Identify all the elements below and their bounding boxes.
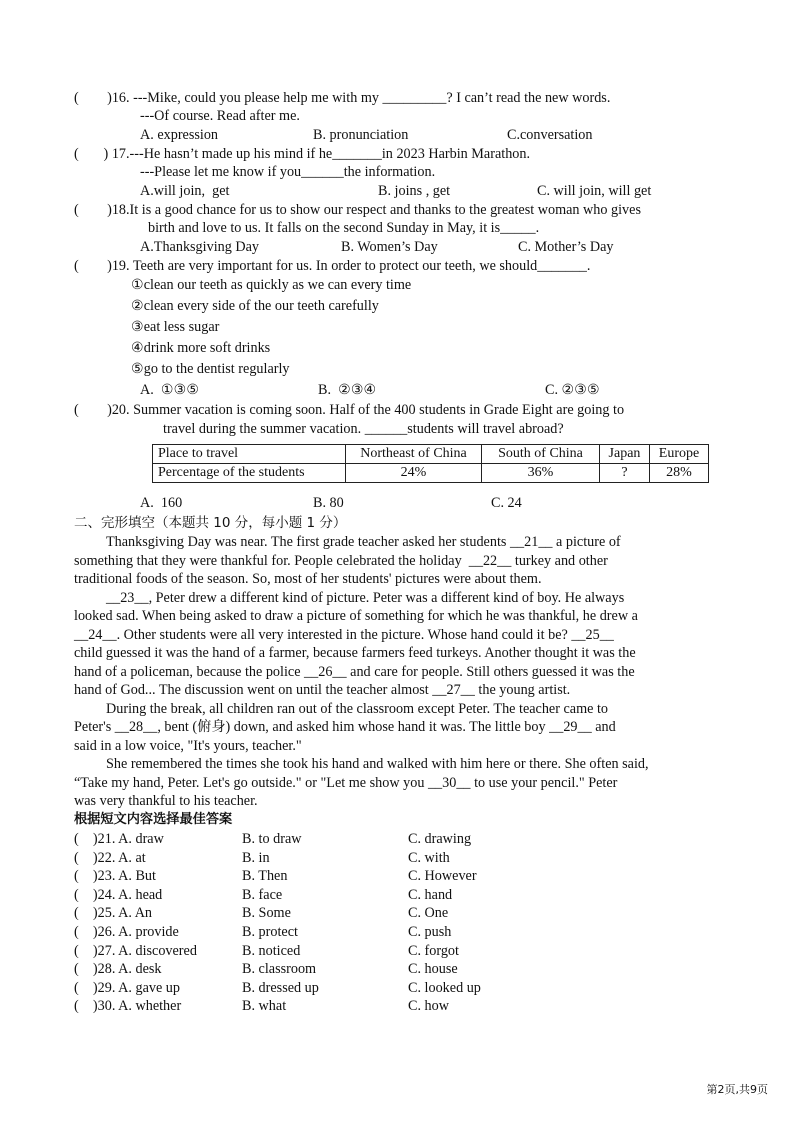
q17-option-a: A.will join, get [140, 183, 230, 199]
cloze-option-21-c: C. drawing [408, 831, 472, 847]
cloze-option-30-b: B. what [242, 998, 287, 1015]
cloze-option-24-a: ( )24. A. head [74, 886, 163, 903]
travel-percentage-table [152, 444, 709, 483]
table-header-row [153, 445, 709, 464]
cloze-option-24-b: B. face [242, 886, 283, 903]
q16-stem-2: ---Of course. Read after me. [140, 108, 300, 124]
q16-stem: ( )16. ---Mike, could you please help me with my _________? I can’t read the new words. [74, 90, 611, 106]
q17-stem: ( ) 17.---He hasn’t made up his mind if he_______in 2023 Harbin Marathon. [74, 146, 531, 162]
q16-option-a: A. expression [140, 127, 219, 143]
cloze-option-28-c: C. house [408, 961, 458, 978]
q17-stem-2: ---Please let me know if you______the information. [140, 164, 436, 180]
cloze-option-27-a: ( )27. A. discovered [74, 942, 197, 959]
q18-option-b: B. Women’s Day [341, 239, 438, 255]
q19-stem: ( )19. Teeth are very important for us. In order to protect our teeth, we should_______. [74, 258, 591, 274]
table-cell: 28% [650, 464, 709, 483]
table-cell: 24% [346, 464, 482, 483]
instruction-text: 根据短文内容选择最佳答案 [74, 812, 233, 827]
cloze-option-30-c: C. how [408, 998, 449, 1015]
passage-line: Peter's __28__, bent (俯身) down, and asked him whose hand it was. The little boy __29__ and [74, 719, 616, 735]
passage-line: __24__. Other students were all very interested in the picture. Whose hand could it be? __25__ [74, 627, 614, 643]
table-header-cell: Europe [650, 445, 709, 464]
page-number: 第2页,共9页 [706, 1083, 768, 1096]
q20-stem: ( )20. Summer vacation is coming soon. Half of the 400 students in Grade Eight are going to [74, 402, 625, 418]
cloze-option-30-a: ( )30. A. whether [74, 998, 182, 1015]
cloze-option-29-b: B. dressed up [242, 979, 319, 996]
cloze-option-26-a: ( )26. A. provide [74, 924, 179, 940]
q20-option-b: B. 80 [313, 495, 344, 511]
table-row [153, 464, 709, 483]
cloze-option-22-b: B. in [242, 849, 270, 866]
cloze-option-28-b: B. classroom [242, 961, 317, 978]
table-cell: ? [600, 464, 650, 483]
passage-line: “Take my hand, Peter. Let's go outside." or "Let me show you __30__ to use your pencil." Peter [74, 775, 618, 791]
passage-line: child guessed it was the hand of a farmer, because farmers feed turkeys. Another thought it was the [74, 645, 636, 661]
passage-line: traditional foods of the season. So, most of her students' pictures were about them. [74, 571, 542, 587]
cloze-option-27-c: C. forgot [408, 942, 459, 959]
cloze-option-25-a: ( )25. A. An [74, 905, 153, 922]
q19-item-5: ⑤go to the dentist regularly [131, 361, 290, 377]
q20-option-a: A. 160 [140, 495, 183, 511]
table-cell: 36% [482, 464, 600, 483]
q19-item-3: ③eat less sugar [131, 319, 220, 335]
table-header-cell: Japan [600, 445, 650, 464]
passage-line: During the break, all children ran out of the classroom except Peter. The teacher came to [106, 701, 609, 717]
section-title: 二、完形填空（本题共 10 分，每小题 1 分） [74, 515, 347, 531]
table-header-cell: Northeast of China [346, 445, 482, 464]
passage-line: was very thankful to his teacher. [74, 793, 258, 809]
passage-line: She remembered the times she took his hand and walked with him here or there. She often said, [106, 756, 649, 772]
q17-option-c: C. will join, will get [537, 183, 652, 199]
q20-option-c: C. 24 [491, 495, 522, 511]
passage-line: hand of a policeman, because the police __26__ and care for people. Still others guessed it was the [74, 664, 635, 680]
cloze-option-23-a: ( )23. A. But [74, 868, 156, 885]
passage-line: hand of God... The discussion went on until the teacher almost __27__ the young artist. [74, 682, 571, 698]
cloze-option-22-a: ( )22. A. at [74, 849, 146, 866]
q18-option-a: A.Thanksgiving Day [140, 239, 260, 255]
cloze-option-28-a: ( )28. A. desk [74, 961, 162, 978]
passage-line: looked sad. When being asked to draw a picture of something for which he was thankful, he drew a [74, 608, 638, 624]
q19-item-4: ④drink more soft drinks [131, 340, 271, 356]
cloze-option-26-c: C. push [408, 924, 452, 940]
q18-option-c: C. Mother’s Day [518, 239, 614, 255]
passage-line: said in a low voice, "It's yours, teacher." [74, 738, 302, 754]
cloze-option-29-a: ( )29. A. gave up [74, 979, 180, 996]
cloze-option-24-c: C. hand [408, 886, 453, 903]
q19-option-c: C. ②③⑤ [545, 382, 600, 398]
q18-stem-2: birth and love to us. It falls on the second Sunday in May, it is_____. [148, 220, 540, 236]
q20-stem-2: travel during the summer vacation. ______students will travel abroad? [163, 421, 564, 437]
q19-item-1: ①clean our teeth as quickly as we can every time [131, 277, 412, 293]
cloze-option-25-c: C. One [408, 905, 449, 922]
cloze-option-25-b: B. Some [242, 905, 291, 922]
q19-option-b: B. ②③④ [318, 382, 377, 398]
passage-line: __23__, Peter drew a different kind of picture. Peter was a different kind of boy. He always [106, 590, 625, 606]
table-header-cell: South of China [482, 445, 600, 464]
cloze-option-22-c: C. with [408, 849, 450, 866]
passage-line: Thanksgiving Day was near. The first grade teacher asked her students __21__ a picture of [106, 534, 621, 550]
table-cell: Percentage of the students [153, 464, 346, 483]
cloze-option-27-b: B. noticed [242, 942, 301, 959]
q16-option-c: C.conversation [507, 127, 593, 143]
q16-option-b: B. pronunciation [313, 127, 409, 143]
cloze-option-21-a: ( )21. A. draw [74, 831, 164, 847]
q19-item-2: ②clean every side of the our teeth carefully [131, 298, 379, 314]
passage-line: something that they were thankful for. People celebrated the holiday __22__ turkey and other [74, 553, 608, 569]
cloze-option-26-b: B. protect [242, 924, 298, 940]
cloze-option-29-c: C. looked up [408, 979, 481, 996]
q18-stem: ( )18.It is a good chance for us to show our respect and thanks to the greatest woman who gives [74, 202, 641, 218]
cloze-option-23-b: B. Then [242, 868, 288, 885]
cloze-option-21-b: B. to draw [242, 831, 302, 847]
table-header-cell: Place to travel [153, 445, 346, 464]
q19-option-a: A. ①③⑤ [140, 382, 200, 398]
cloze-option-23-c: C. However [408, 868, 477, 885]
q17-option-b: B. joins , get [378, 183, 451, 199]
